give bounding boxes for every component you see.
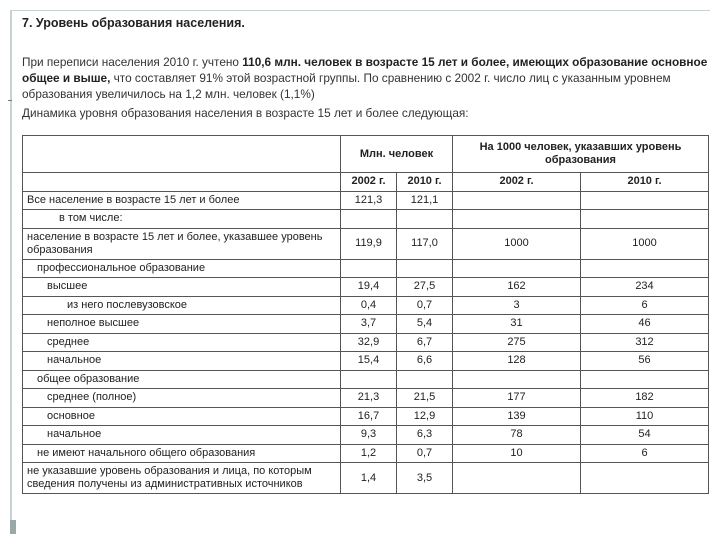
education-table	[22, 135, 709, 494]
cell-value	[341, 370, 397, 389]
table-row	[23, 315, 709, 334]
cell-value: 0,7	[397, 444, 453, 463]
cell-value: 128	[453, 352, 581, 371]
row-label: население в возрасте 15 лет и более, указавшее уровень образования	[23, 228, 341, 259]
table-row	[23, 407, 709, 426]
row-label: начальное	[23, 426, 341, 445]
cell-value: 27,5	[397, 278, 453, 297]
frame-top-line	[12, 10, 710, 11]
cell-value: 177	[453, 389, 581, 408]
cell-value: 5,4	[397, 315, 453, 334]
cell-value: 1000	[581, 228, 709, 259]
cell-value: 121,3	[341, 191, 397, 210]
cell-value: 0,4	[341, 296, 397, 315]
cell-value: 21,3	[341, 389, 397, 408]
cell-value: 1,2	[341, 444, 397, 463]
table-row	[23, 333, 709, 352]
cell-value: 162	[453, 278, 581, 297]
table-row	[23, 278, 709, 297]
cell-value: 21,5	[397, 389, 453, 408]
cell-value: 3,7	[341, 315, 397, 334]
row-label: из него послевузовское	[23, 296, 341, 315]
row-label: Все население в возрасте 15 лет и более	[23, 191, 341, 210]
table-row	[23, 210, 709, 229]
cell-value: 56	[581, 352, 709, 371]
table-row	[23, 296, 709, 315]
header-year: 2002 г.	[453, 173, 581, 192]
cell-value	[581, 191, 709, 210]
cell-value: 10	[453, 444, 581, 463]
cell-value: 275	[453, 333, 581, 352]
table-lead-text: Динамика уровня образования населения в возрасте 15 лет и более следующая:	[22, 106, 469, 120]
cell-value	[453, 210, 581, 229]
cell-value: 12,9	[397, 407, 453, 426]
document-body	[22, 16, 712, 120]
cell-value: 6	[581, 296, 709, 315]
row-label: высшее	[23, 278, 341, 297]
cell-value: 54	[581, 426, 709, 445]
row-label: основное	[23, 407, 341, 426]
row-label: не имеют начального общего образования	[23, 444, 341, 463]
cell-value	[453, 370, 581, 389]
cell-value: 110	[581, 407, 709, 426]
header-year: 2010 г.	[581, 173, 709, 192]
cell-value: 19,4	[341, 278, 397, 297]
cell-value: 139	[453, 407, 581, 426]
header-year: 2002 г.	[341, 173, 397, 192]
intro-bold-text: 110,6 млн. человек в возрасте 15 лет и более, имеющих образование основное общее и выше,	[22, 55, 708, 85]
cell-value: 31	[453, 315, 581, 334]
row-label: не указавшие уровень образования и лица, по которым сведения получены из административных источников	[23, 463, 341, 494]
table-row	[23, 463, 709, 494]
cell-value	[581, 463, 709, 494]
table-row	[23, 370, 709, 389]
header-empty-cell	[23, 136, 341, 173]
table-row	[23, 444, 709, 463]
cell-value: 15,4	[341, 352, 397, 371]
table-year-header-row	[23, 173, 709, 192]
cell-value: 3,5	[397, 463, 453, 494]
cell-value: 0,7	[397, 296, 453, 315]
cell-value: 9,3	[341, 426, 397, 445]
frame-left-accent	[10, 520, 16, 534]
header-per-1000: На 1000 человек, указавших уровень образования	[453, 136, 709, 173]
row-label: неполное высшее	[23, 315, 341, 334]
row-label: общее образование	[23, 370, 341, 389]
cell-value: 119,9	[341, 228, 397, 259]
cell-value: 234	[581, 278, 709, 297]
table-group-header-row	[23, 136, 709, 173]
table-row	[23, 389, 709, 408]
cell-value: 6,7	[397, 333, 453, 352]
cell-value: 117,0	[397, 228, 453, 259]
intro-text-2: что составляет 91% этой возрастной группы. По сравнению с 2002 г. число лиц с указанным уровнем образования увеличилось на 1,2 млн. человек (1,1%)	[22, 71, 671, 101]
cell-value	[453, 259, 581, 278]
table-row	[23, 352, 709, 371]
cell-value: 6,3	[397, 426, 453, 445]
header-millions: Млн. человек	[341, 136, 453, 173]
table-row	[23, 259, 709, 278]
cell-value: 16,7	[341, 407, 397, 426]
row-label: в том числе:	[23, 210, 341, 229]
row-label: среднее	[23, 333, 341, 352]
cell-value	[581, 370, 709, 389]
cell-value: 1,4	[341, 463, 397, 494]
table-row	[23, 426, 709, 445]
intro-text-1: При переписи населения 2010 г. учтено	[22, 55, 243, 69]
cell-value	[581, 210, 709, 229]
cell-value: 6,6	[397, 352, 453, 371]
margin-tick	[8, 100, 12, 101]
cell-value	[581, 259, 709, 278]
cell-value: 312	[581, 333, 709, 352]
row-label: среднее (полное)	[23, 389, 341, 408]
cell-value	[397, 370, 453, 389]
cell-value: 182	[581, 389, 709, 408]
row-label: профессиональное образование	[23, 259, 341, 278]
cell-value: 121,1	[397, 191, 453, 210]
table-row	[23, 191, 709, 210]
row-label: начальное	[23, 352, 341, 371]
header-year: 2010 г.	[397, 173, 453, 192]
cell-value: 78	[453, 426, 581, 445]
header-empty-cell	[23, 173, 341, 192]
table-row	[23, 228, 709, 259]
intro-paragraph	[22, 54, 712, 102]
cell-value: 1000	[453, 228, 581, 259]
cell-value	[453, 463, 581, 494]
cell-value: 3	[453, 296, 581, 315]
cell-value: 6	[581, 444, 709, 463]
section-title: 7. Уровень образования населения.	[22, 16, 245, 30]
frame-left-bar	[10, 10, 12, 525]
cell-value	[453, 191, 581, 210]
cell-value: 46	[581, 315, 709, 334]
cell-value: 32,9	[341, 333, 397, 352]
cell-value	[341, 210, 397, 229]
cell-value	[341, 259, 397, 278]
cell-value	[397, 259, 453, 278]
cell-value	[397, 210, 453, 229]
